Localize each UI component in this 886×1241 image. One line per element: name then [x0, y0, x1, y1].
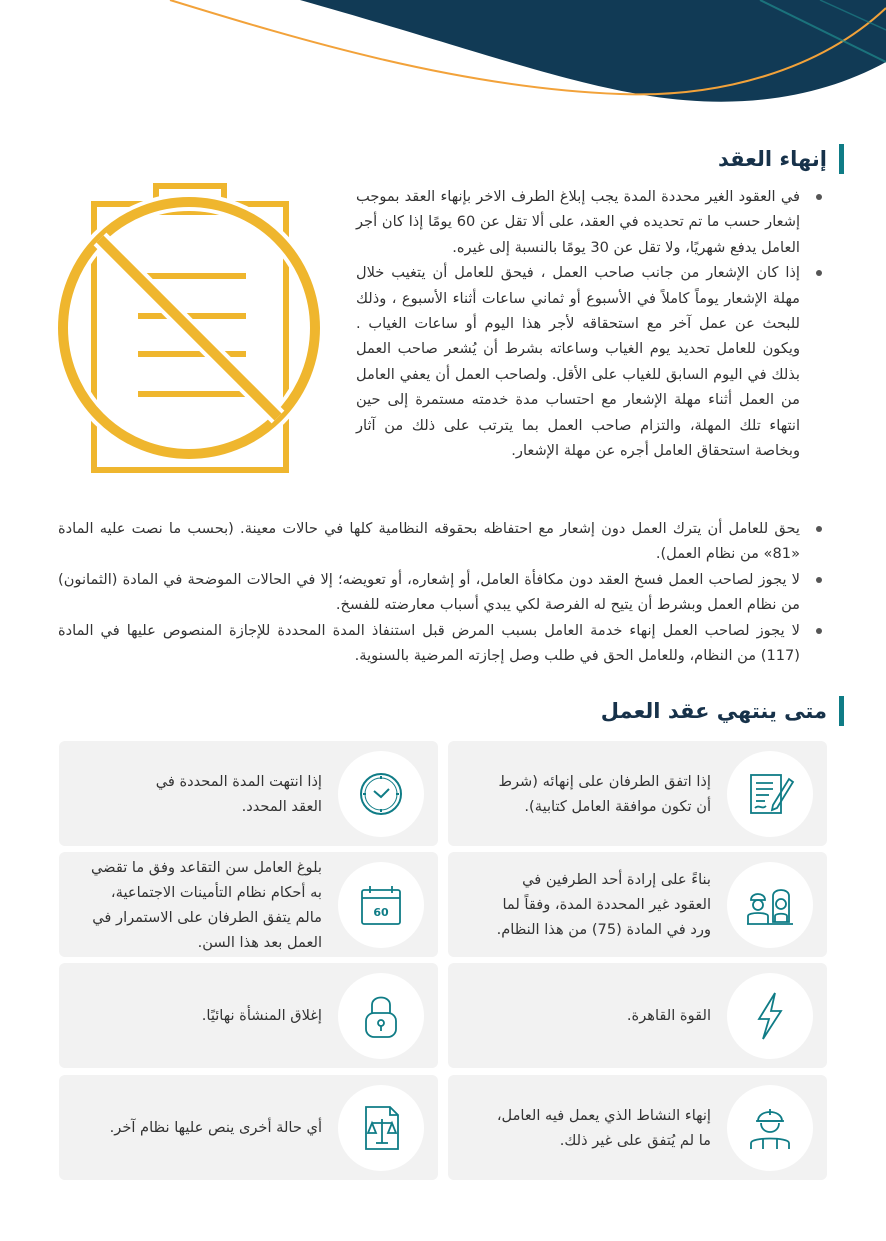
card-text-line: أن تكون موافقة العامل كتابية).	[524, 797, 711, 815]
card-text-line: بناءً على إرادة أحد الطرفين في	[522, 871, 711, 888]
header-wave-decoration	[0, 0, 886, 110]
lightning-icon	[743, 989, 797, 1043]
bullet-item: إذا كان الإشعار من جانب صاحب العمل ، فيحق للعامل أن يتغيب خلال مهلة الإشعار يوماً كاملاً في الأسبوع أو ثماني ساعات أثناء الأسبوع ، وذلك للبحث عن عمل آخر مع استحقاقه لأجر هذا اليوم أو ساعات الغياب . ويكون للعامل تحديد يوم الغياب وساعاته بشرط أن يُشعر صاحب العمل بذلك في اليوم السابق للغياب على الأقل. ولصاحب العمل أن يعفي العامل من العمل أثناء مهلة الإشعار مع احتساب مدة خدمته مستمرة إلى حين انتهاء تلك المهلة، والتزام صاحب العمل بما يترتب على ذلك من آثار وبخاصة استحقاق العامل أجره عن مهلة الإشعار.	[356, 260, 826, 463]
card-period-expired	[59, 741, 438, 846]
signed-document-icon	[743, 767, 797, 821]
termination-bullets-top	[356, 184, 826, 463]
card-text-line: إغلاق المنشأة نهائيًا.	[201, 1007, 322, 1024]
card-retirement-age	[59, 852, 438, 957]
card-text-line: العمل بعد هذا السن.	[197, 933, 322, 951]
card-force-majeure	[448, 963, 827, 1068]
no-contract-icon	[58, 180, 324, 476]
calendar-60-icon	[354, 878, 408, 932]
card-facility-closure	[59, 963, 438, 1068]
section-title-when-contract-ends: متى ينتهي عقد العمل	[601, 696, 844, 726]
card-mutual-agreement	[448, 741, 827, 846]
card-text-line: إذا انتهت المدة المحددة في	[155, 772, 322, 790]
workers-icon	[743, 878, 797, 932]
card-text-line: به أحكام نظام التأمينات الاجتماعية،	[110, 883, 322, 901]
card-text-line: إذا اتفق الطرفان على إنهائه (شرط	[498, 772, 711, 790]
clock-icon	[354, 767, 408, 821]
card-one-party-will	[448, 852, 827, 957]
card-other-regulation	[59, 1075, 438, 1180]
card-text-line: القوة القاهرة.	[626, 1007, 711, 1024]
card-activity-ended	[448, 1075, 827, 1180]
card-text-line: العقد المحدد.	[241, 797, 322, 815]
card-text-line: العقود غير المحددة المدة، وفقاً لما	[502, 896, 711, 913]
bullet-item: لا يجوز لصاحب العمل إنهاء خدمة العامل بسبب المرض قبل استنفاذ المدة المحددة للإجازة المنصوص عليها في المادة (117) من النظام، وللعامل الحق في طلب وصل إجازته المرضية بالسنوية.	[58, 618, 826, 669]
padlock-icon	[354, 989, 408, 1043]
card-text-line: ما لم يُتفق على غير ذلك.	[559, 1131, 711, 1149]
termination-bullets-bottom	[58, 516, 826, 668]
bullet-item: في العقود الغير محددة المدة يجب إبلاغ الطرف الاخر بإنهاء العقد بموجب إشعار حسب ما تم تحديده في العقد، على ألا تقل عن 60 يومًا إذا كان أجر العامل يدفع شهريًا، ولا تقل عن 30 يومًا بالنسبة إلى غيره.	[356, 184, 826, 260]
bullet-item: يحق للعامل أن يترك العمل دون إشعار مع احتفاظه بحقوقه النظامية كلها في حالات معينة. (بحسب ما نصت عليه المادة «81» من نظام العمل).	[58, 516, 826, 567]
bullet-item: لا يجوز لصاحب العمل فسخ العقد دون مكافأة العامل، أو إشعاره، أو تعويضه؛ إلا في الحالات الموضحة في المادة (الثمانون) من نظام العمل وبشرط أن يتيح له الفرصة لكي يبدي أسباب معارضته للفسخ.	[58, 567, 826, 618]
card-text-line: إنهاء النشاط الذي يعمل فيه العامل،	[496, 1106, 711, 1124]
scales-document-icon	[354, 1101, 408, 1155]
calendar-badge: 60	[373, 906, 389, 919]
card-text-line: بلوغ العامل سن التقاعد وفق ما تقضي	[91, 858, 322, 876]
worker-helmet-icon	[743, 1101, 797, 1155]
card-text-line: أي حالة أخرى ينص عليها نظام آخر.	[109, 1119, 322, 1136]
card-text-line: مالم يتفق الطرفان على الاستمرار في	[92, 908, 322, 926]
card-text-line: ورد في المادة (75) من هذا النظام.	[496, 921, 711, 938]
section-title-contract-termination: إنهاء العقد	[718, 144, 844, 174]
